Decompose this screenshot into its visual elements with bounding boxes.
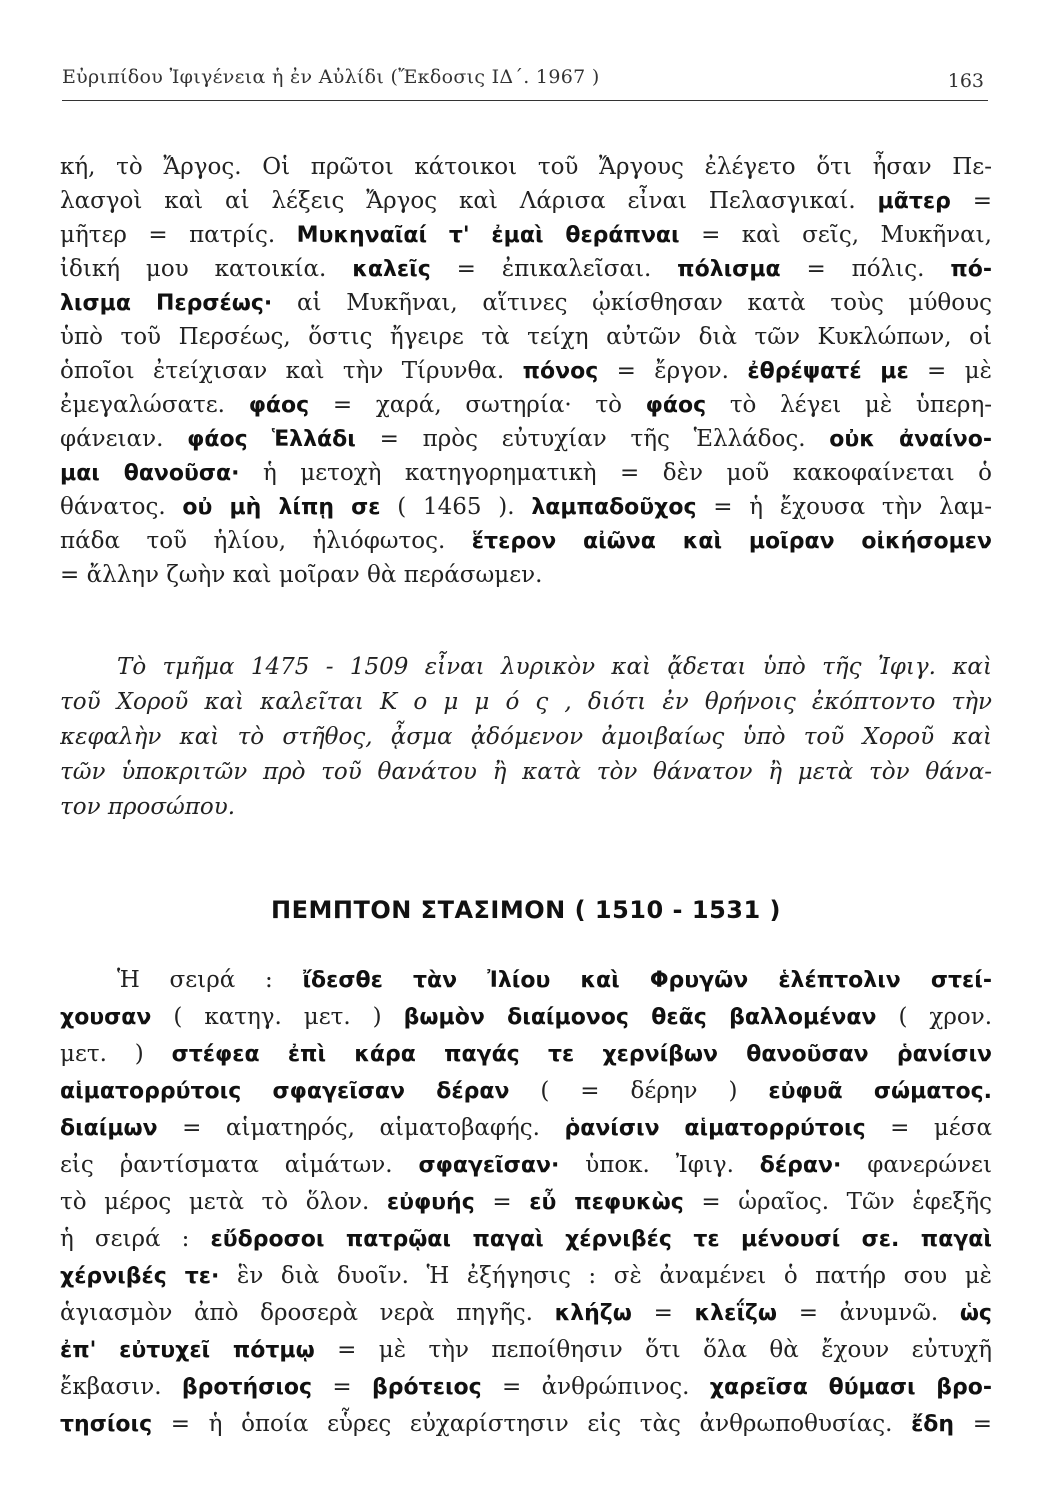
text-line [60, 388, 992, 422]
lemma-term: πό- [950, 257, 992, 282]
lemma-term: σφαγεῖσαν· [418, 1153, 560, 1178]
lemma-term: εὔδροσοι πατρῷαι παγαὶ χέρνιβές τε μένουσί σε. παγαὶ [210, 1227, 992, 1252]
lemma-term: ἔδη [911, 1412, 955, 1437]
text-line [60, 218, 992, 252]
lemma-term: εὐφυᾶ σώματος. [768, 1079, 992, 1104]
text-run: = [631, 1300, 695, 1326]
lemma-term: δέραν· [759, 1153, 842, 1178]
text-run: = αἱματηρός, αἱματοβαφής. [157, 1115, 565, 1141]
lemma-term: τησίοις [60, 1412, 153, 1437]
text-line: τον προσώπου. [60, 794, 236, 820]
text-run: ἐμεγαλώσατε. [60, 392, 249, 418]
text-line [60, 1258, 992, 1295]
text-run: εἰς ῥαντίσματα αἱμάτων. [60, 1152, 419, 1178]
running-header [62, 60, 988, 101]
text-run: = μέσα [865, 1115, 992, 1141]
lemma-term: βροτήσιος [181, 1375, 313, 1400]
text-run: ἁγιασμὸν ἀπὸ δροσερὰ νερὰ πηγῆς. [60, 1300, 555, 1326]
text-run: λασγοὶ καὶ αἱ λέξεις Ἄργος καὶ Λάρισα εἶναι Πελασγικαί. [60, 188, 878, 214]
text-line [60, 1221, 992, 1258]
text-run: ὁποῖοι ἐτείχισαν καὶ τὴν Τίρυνθα. [60, 358, 523, 384]
text-run: = [474, 1189, 530, 1215]
text-line [60, 354, 992, 388]
text-run: = ἡ ὁποία εὗρες εὐχαρίστησιν εἰς τὰς ἀνθρωποθυσίας. [152, 1411, 912, 1437]
text-run: θάνατος. [60, 494, 183, 520]
text-run: = καὶ σεῖς, Μυκῆναι, [679, 222, 992, 248]
lemma-term: εὐφυής [386, 1190, 475, 1215]
text-run: ἡ σειρά : [60, 1226, 211, 1252]
text-line [60, 558, 992, 592]
lemma-term: μᾶτερ [877, 189, 951, 214]
text-line [60, 456, 992, 490]
text-run: = ἀνθρώπινος. [481, 1374, 710, 1400]
text-line [60, 490, 992, 524]
lemma-term: ἐπ' εὐτυχεῖ πότμῳ [60, 1338, 315, 1363]
lemma-term: βωμὸν διαίμονος θεᾶς βαλλομέναν [403, 1005, 877, 1030]
page-number: 163 [947, 70, 984, 92]
text-line [60, 1184, 992, 1221]
lemma-term: διαίμων [60, 1116, 158, 1141]
commentary-paragraph-2 [60, 650, 992, 825]
text-run: ( κατηγ. μετ. ) [151, 1004, 404, 1030]
lemma-term: φάος Ἑλλάδι [187, 427, 356, 452]
text-run: = ἄλλην ζωὴν καὶ μοῖραν θὰ περάσωμεν. [60, 562, 543, 588]
text-run: = [312, 1374, 373, 1400]
text-line: Τὸ τμῆμα 1475 - 1509 εἶναι λυρικὸν καὶ ᾄδεται ὑπὸ τῆς Ἰφιγ. καὶ [117, 654, 992, 680]
lemma-term: πόλισμα [677, 257, 781, 282]
commentary-paragraph-1 [60, 150, 992, 592]
text-run: ἡ μετοχὴ κατηγορηματικὴ = δὲν μοῦ κακοφαίνεται ὁ [239, 460, 992, 486]
lemma-term: ῥανίσιν αἱματορρύτοις [564, 1116, 866, 1141]
text-run: ἰδική μου κατοικία. [60, 256, 353, 282]
text-run: τὸ μέρος μετὰ τὸ ὅλον. [60, 1189, 387, 1215]
text-run: ( 1465 ). [380, 494, 532, 520]
text-line [60, 252, 992, 286]
text-line [60, 1036, 992, 1073]
text-line [60, 1406, 992, 1443]
lemma-term: ἐθρέψατέ με [747, 359, 909, 384]
header-title: Εὐριπίδου Ἰφιγένεια ἡ ἐν Αὐλίδι (Ἔκδοσις ΙΔ΄. 1967 ) [62, 66, 600, 88]
text-run: = πόλις. [780, 256, 951, 282]
lemma-term: οὐκ ἀναίνο- [829, 427, 992, 452]
text-line [60, 1332, 992, 1369]
text-line [60, 999, 992, 1036]
lemma-term: οὐ μὴ λίπῃ σε [182, 495, 381, 520]
lemma-term: Μυκηναῖαί τ' ἐμαὶ θεράπναι [296, 223, 680, 248]
text-run: = ἐπικαλεῖσαι. [430, 256, 678, 282]
lemma-term: στέφεα ἐπὶ κάρα παγάς τε χερνίβων θανοῦσαν ῥανίσιν [171, 1042, 992, 1067]
lemma-term: λαμπαδοῦχος [531, 495, 697, 520]
text-run: φανερώνει [841, 1152, 992, 1178]
text-line [60, 1369, 992, 1406]
text-line [60, 184, 992, 218]
lemma-term: κλήζω [554, 1301, 632, 1326]
lemma-term: εὖ πεφυκὼς [529, 1190, 684, 1215]
lemma-term: ὡς [959, 1301, 992, 1326]
text-run: κή, τὸ Ἄργος. Οἱ πρῶτοι κάτοικοι τοῦ Ἄργους ἐλέγετο ὅτι ἦσαν Πε- [60, 154, 992, 180]
text-run: πάδα τοῦ ἡλίου, ἡλιόφωτος. [60, 528, 472, 554]
text-run: = [950, 188, 992, 214]
text-run: ὑποκ. Ἰφιγ. [559, 1152, 760, 1178]
text-run: ( χρον. [876, 1004, 992, 1030]
text-run: = μὲ τὴν πεποίθησιν ὅτι ὅλα θὰ ἔχουν εὐτυχῆ [314, 1337, 992, 1363]
text-line [60, 422, 992, 456]
commentary-paragraph-3 [60, 962, 992, 1443]
text-line: τῶν ὑποκριτῶν πρὸ τοῦ θανάτου ἢ κατὰ τὸν θάνατον ἢ μετὰ τὸν θάνα- [60, 759, 992, 785]
text-run: ἓν διὰ δυοῖν. Ἡ ἐξήγησις : σὲ ἀναμένει ὁ πατήρ σου μὲ [219, 1263, 992, 1289]
text-line: κεφαλὴν καὶ τὸ στῆθος, ᾆσμα ᾀδόμενον ἀμοιβαίως ὑπὸ τοῦ Χοροῦ καὶ [60, 724, 992, 750]
lemma-term: χουσαν [60, 1005, 152, 1030]
text-run: ὑπὸ τοῦ Περσέως, ὅστις ἤγειρε τὰ τείχη αὐτῶν διὰ τῶν Κυκλώπων, οἱ [60, 324, 992, 350]
text-line [60, 1110, 992, 1147]
text-run: = χαρά, σωτηρία· τὸ [309, 392, 646, 418]
text-run: = μὲ [908, 358, 992, 384]
text-run: μετ. ) [60, 1041, 172, 1067]
text-run: = ἀνυμνῶ. [777, 1300, 960, 1326]
lemma-term: βρότειος [372, 1375, 482, 1400]
lemma-term: φάος [645, 393, 707, 418]
text-run: ἔκβασιν. [60, 1374, 182, 1400]
text-run: = [954, 1411, 992, 1437]
text-line [60, 286, 992, 320]
lemma-term: λισμα Περσέως· [60, 291, 273, 316]
lemma-term: καλεῖς [352, 257, 431, 282]
lemma-term: πόνος [522, 359, 599, 384]
lemma-term: αἱματορρύτοις σφαγεῖσαν δέραν [60, 1079, 510, 1104]
lemma-term: ἴδεσθε τὰν Ἰλίου καὶ Φρυγῶν ἑλέπτολιν στεί- [302, 968, 992, 993]
section-heading: ΠΕΜΠΤΟΝ ΣΤΑΣΙΜΟΝ ( 1510 - 1531 ) [271, 896, 781, 924]
text-line [60, 320, 992, 354]
text-line: τοῦ Χοροῦ καὶ καλεῖται Κ ο μ μ ό ς , διότι ἐν θρήνοις ἐκόπτοντο τὴν [60, 689, 992, 715]
text-run: τὸ λέγει μὲ ὑπερη- [706, 392, 992, 418]
lemma-term: μαι θανοῦσα· [60, 461, 240, 486]
text-run: αἱ Μυκῆναι, αἵτινες ᾠκίσθησαν κατὰ τοὺς μύθους [272, 290, 992, 316]
text-line [60, 1295, 992, 1332]
text-line [60, 150, 992, 184]
text-line [60, 1073, 992, 1110]
text-run: = ὡραῖος. Τῶν ἑφεξῆς [683, 1189, 992, 1215]
text-run: = ἡ ἔχουσα τὴν λαμ- [696, 494, 992, 520]
text-line [60, 524, 992, 558]
text-run: ( = δέρην ) [509, 1078, 769, 1104]
text-run: φάνειαν. [60, 426, 188, 452]
lemma-term: χαρεῖσα θύμασι βρο- [709, 1375, 992, 1400]
lemma-term: κλεΐζω [694, 1301, 778, 1326]
lemma-term: φάος [248, 393, 310, 418]
text-run: = πρὸς εὐτυχίαν τῆς Ἑλλάδος. [355, 426, 830, 452]
text-run: = ἔργον. [598, 358, 748, 384]
text-line [60, 1147, 992, 1184]
lemma-term: ἕτερον αἰῶνα καὶ μοῖραν οἰκήσομεν [471, 529, 992, 554]
text-run: Ἡ σειρά : [117, 967, 303, 993]
lemma-term: χέρνιβές τε· [60, 1264, 220, 1289]
text-line [60, 962, 992, 999]
text-run: μῆτερ = πατρίς. [60, 222, 297, 248]
